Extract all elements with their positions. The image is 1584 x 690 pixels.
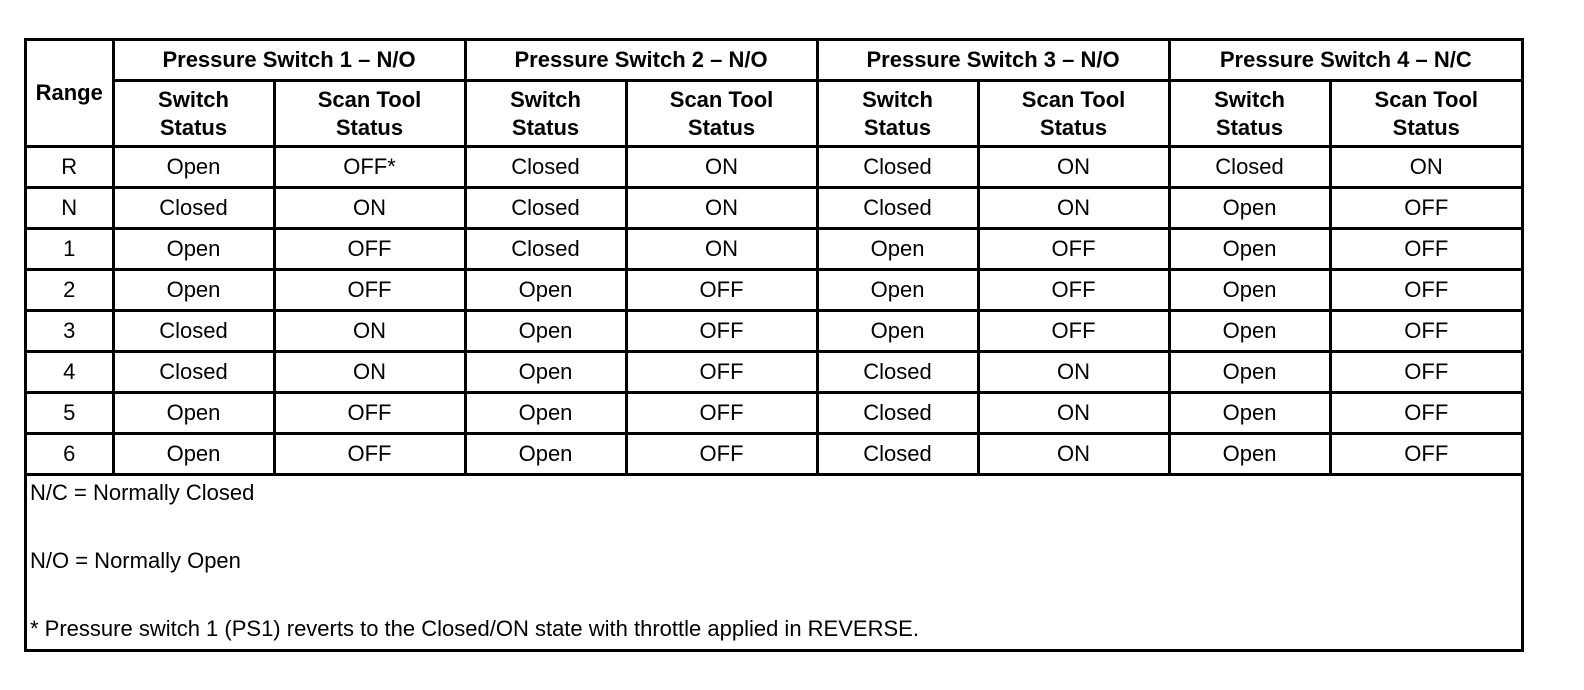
scan-tool-status-cell: OFF	[978, 311, 1169, 352]
scan-tool-status-cell: ON	[1330, 147, 1521, 188]
switch-status-cell: Open	[1169, 352, 1330, 393]
range-cell: N	[27, 188, 113, 229]
scan-tool-status-cell: ON	[978, 352, 1169, 393]
scan-tool-status-cell: ON	[626, 188, 817, 229]
table-row	[27, 147, 1521, 188]
scan-tool-status-header-ps3	[978, 81, 1169, 147]
switch-status-cell: Open	[1169, 229, 1330, 270]
scan-tool-status-cell: ON	[274, 188, 465, 229]
range-cell: 1	[27, 229, 113, 270]
switch-status-cell: Open	[1169, 311, 1330, 352]
scan-tool-status-cell: OFF	[626, 311, 817, 352]
switch-status-cell: Open	[1169, 270, 1330, 311]
scan-tool-status-cell: ON	[978, 434, 1169, 475]
switch-status-cell: Open	[1169, 393, 1330, 434]
scan-tool-status-cell: OFF	[1330, 393, 1521, 434]
switch-status-header-ps1	[113, 81, 274, 147]
range-header: Range	[27, 41, 113, 147]
switch-status-cell: Open	[817, 229, 978, 270]
scan-tool-status-header-line2: Status	[1392, 114, 1460, 140]
switch-status-cell: Open	[465, 352, 626, 393]
switch-status-header-line2: Status	[863, 114, 932, 140]
scan-tool-status-cell: ON	[978, 393, 1169, 434]
range-cell: 2	[27, 270, 113, 311]
range-cell: 4	[27, 352, 113, 393]
switch-status-cell: Closed	[465, 147, 626, 188]
switch-status-cell: Closed	[113, 352, 274, 393]
switch-status-cell: Open	[465, 434, 626, 475]
switch-status-cell: Open	[113, 229, 274, 270]
scan-tool-status-header-ps1	[274, 81, 465, 147]
table-row	[27, 311, 1521, 352]
switch-status-cell: Open	[465, 311, 626, 352]
switch-status-cell: Open	[113, 147, 274, 188]
notes-section	[27, 476, 1521, 646]
scan-tool-status-cell: OFF	[626, 393, 817, 434]
table-row	[27, 434, 1521, 475]
switch-status-header-ps4	[1169, 81, 1330, 147]
switch-status-cell: Closed	[817, 434, 978, 475]
scan-tool-status-cell: ON	[626, 229, 817, 270]
switch-status-header-line1: Switch	[862, 86, 933, 112]
scan-tool-status-header-line2: Status	[687, 114, 756, 140]
scan-tool-status-cell: ON	[978, 188, 1169, 229]
switch-status-cell: Closed	[817, 147, 978, 188]
switch-status-cell: Closed	[817, 352, 978, 393]
group-header-ps4: Pressure Switch 4 – N/C	[1169, 41, 1521, 81]
pressure-switch-table	[27, 41, 1521, 476]
scan-tool-status-cell: ON	[274, 311, 465, 352]
scan-tool-status-cell: OFF	[978, 229, 1169, 270]
scan-tool-status-header-ps4	[1330, 81, 1521, 147]
scan-tool-status-cell: OFF	[978, 270, 1169, 311]
switch-status-cell: Closed	[817, 393, 978, 434]
scan-tool-status-header-line1: Scan Tool	[1374, 86, 1479, 112]
scan-tool-status-header-line2: Status	[1039, 114, 1108, 140]
scan-tool-status-cell: OFF	[626, 434, 817, 475]
switch-status-cell: Open	[1169, 434, 1330, 475]
table-row	[27, 352, 1521, 393]
group-header-row	[27, 41, 1521, 81]
switch-status-cell: Closed	[817, 188, 978, 229]
table-row	[27, 229, 1521, 270]
table-row	[27, 270, 1521, 311]
scan-tool-status-cell: OFF	[1330, 352, 1521, 393]
group-header-ps1: Pressure Switch 1 – N/O	[113, 41, 465, 81]
scan-tool-status-header-line1: Scan Tool	[669, 86, 774, 112]
scan-tool-status-cell: OFF	[1330, 270, 1521, 311]
scan-tool-status-header-ps2	[626, 81, 817, 147]
table-row	[27, 393, 1521, 434]
scan-tool-status-header-line1: Scan Tool	[317, 86, 422, 112]
switch-status-cell: Open	[1169, 188, 1330, 229]
switch-status-cell: Open	[465, 393, 626, 434]
switch-status-cell: Open	[465, 270, 626, 311]
switch-status-cell: Open	[817, 311, 978, 352]
scan-tool-status-cell: OFF	[1330, 188, 1521, 229]
scan-tool-status-cell: ON	[626, 147, 817, 188]
switch-status-header-line1: Switch	[1214, 86, 1285, 112]
switch-status-cell: Open	[113, 393, 274, 434]
scan-tool-status-cell: ON	[978, 147, 1169, 188]
scan-tool-status-cell: OFF	[1330, 434, 1521, 475]
scan-tool-status-cell: OFF	[1330, 311, 1521, 352]
scan-tool-status-header-line2: Status	[335, 114, 404, 140]
table-row	[27, 188, 1521, 229]
group-header-ps2: Pressure Switch 2 – N/O	[465, 41, 817, 81]
note-ps1-footnote: * Pressure switch 1 (PS1) reverts to the Closed/ON state with throttle applied in REVERSE.	[30, 616, 919, 641]
switch-status-cell: Closed	[113, 311, 274, 352]
scan-tool-status-header-line1: Scan Tool	[1021, 86, 1126, 112]
scan-tool-status-cell: OFF	[274, 434, 465, 475]
scan-tool-status-cell: OFF	[626, 270, 817, 311]
switch-status-cell: Open	[113, 270, 274, 311]
range-cell: R	[27, 147, 113, 188]
switch-status-header-line2: Status	[511, 114, 580, 140]
switch-status-header-line1: Switch	[510, 86, 581, 112]
table-body	[27, 147, 1521, 475]
note-spacer	[30, 578, 1521, 612]
scan-tool-status-cell: OFF	[626, 352, 817, 393]
switch-status-header-ps2	[465, 81, 626, 147]
pressure-switch-table-container	[24, 38, 1524, 652]
switch-status-cell: Closed	[465, 188, 626, 229]
switch-status-header-line2: Status	[1215, 114, 1284, 140]
switch-status-header-line1: Switch	[158, 86, 229, 112]
scan-tool-status-cell: OFF	[274, 270, 465, 311]
scan-tool-status-cell: OFF	[1330, 229, 1521, 270]
note-no: N/O = Normally Open	[30, 548, 241, 573]
note-spacer	[30, 510, 1521, 544]
range-cell: 5	[27, 393, 113, 434]
switch-status-header-line2: Status	[159, 114, 228, 140]
scan-tool-status-cell: OFF	[274, 393, 465, 434]
switch-status-cell: Open	[817, 270, 978, 311]
switch-status-cell: Open	[113, 434, 274, 475]
sub-header-row	[27, 81, 1521, 147]
scan-tool-status-cell: OFF	[274, 229, 465, 270]
scan-tool-status-cell: OFF*	[274, 147, 465, 188]
switch-status-cell: Closed	[465, 229, 626, 270]
switch-status-cell: Closed	[113, 188, 274, 229]
range-cell: 6	[27, 434, 113, 475]
switch-status-header-ps3	[817, 81, 978, 147]
note-nc: N/C = Normally Closed	[30, 480, 255, 505]
range-cell: 3	[27, 311, 113, 352]
group-header-ps3: Pressure Switch 3 – N/O	[817, 41, 1169, 81]
switch-status-cell: Closed	[1169, 147, 1330, 188]
scan-tool-status-cell: ON	[274, 352, 465, 393]
